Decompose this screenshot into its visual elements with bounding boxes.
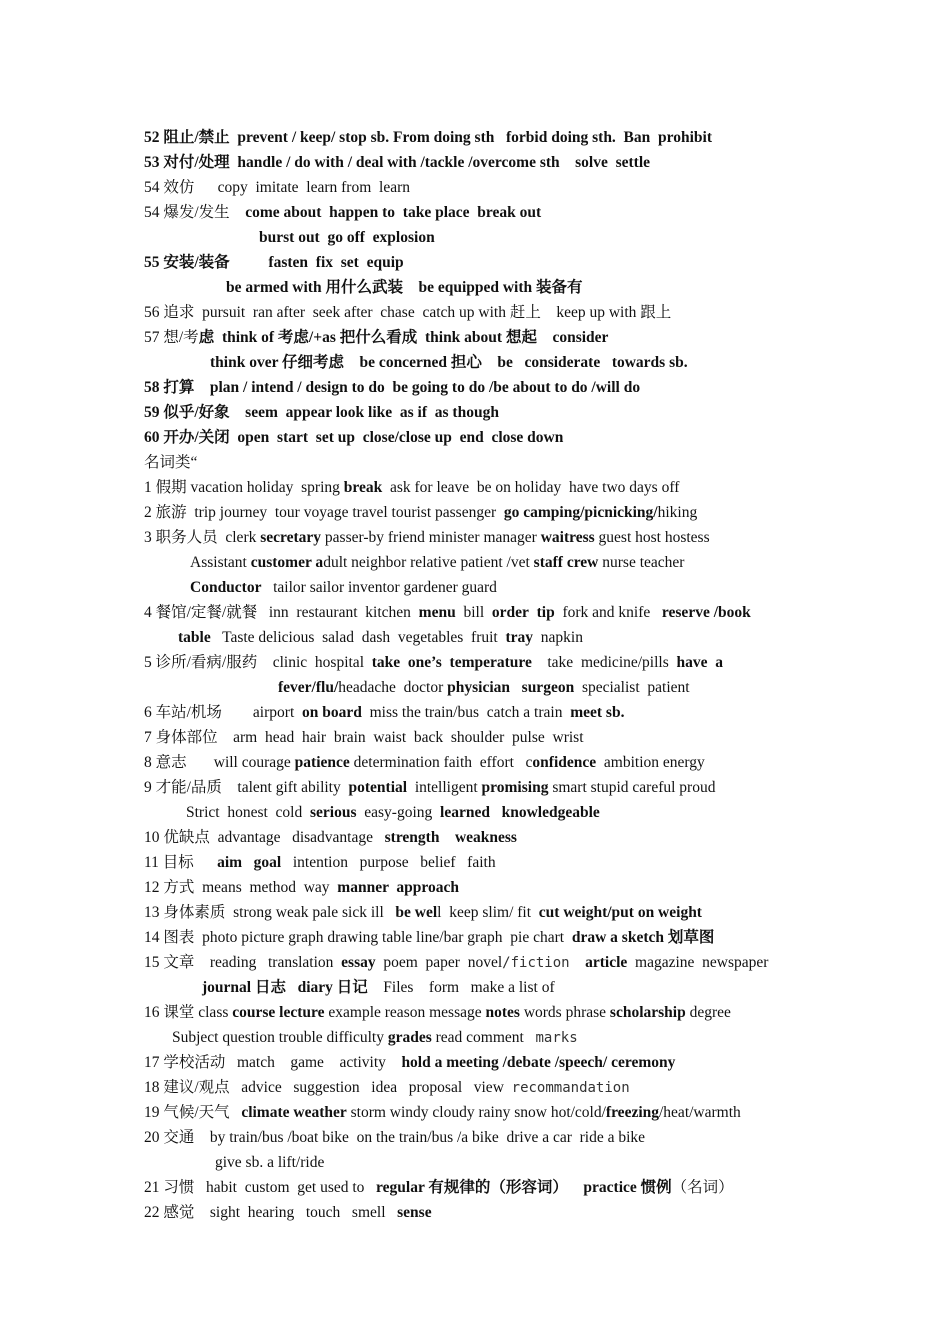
bold-text: learned [440, 804, 490, 821]
bold-text: order [491, 604, 529, 621]
bold-text: notes [485, 1004, 520, 1021]
plain-text: ask for leave be on holiday have two days off [382, 479, 680, 496]
text-line [144, 178, 410, 198]
text-line [186, 803, 600, 823]
bold-text: onfidence [532, 754, 597, 771]
text-line [278, 678, 690, 698]
text-line [144, 853, 496, 873]
mono-text: /fiction [502, 955, 570, 971]
plain-text: 19 气候/天气 [144, 1104, 242, 1121]
bold-text: strength weakness [384, 829, 517, 846]
text-line [144, 153, 650, 173]
text-line [144, 878, 459, 898]
plain-text: 11 目标 [144, 854, 218, 871]
plain-text: 3 职务人员 clerk [144, 529, 261, 546]
text-line [144, 653, 723, 673]
text-line [144, 453, 197, 473]
bold-text: 60 开办/关闭 open start set up close/close up end close down [144, 429, 564, 446]
plain-text: determination faith effort c [349, 754, 533, 771]
text-line [144, 403, 499, 423]
plain-text: 6 车站/机场 airport [144, 704, 302, 721]
bold-text: potential [348, 779, 408, 796]
plain-text: 名词类“ [144, 454, 198, 471]
bold-text: 59 似乎/好象 seem appear look like as if as though [144, 404, 499, 421]
plain-text: smart stupid careful proud [548, 779, 716, 796]
plain-text [570, 954, 586, 971]
plain-text: Assistant [190, 554, 251, 571]
plain-text: 12 方式 means method way [144, 879, 338, 896]
bold-text: grades [387, 1029, 432, 1046]
text-line [144, 328, 608, 348]
bold-text: manner approach [337, 879, 460, 896]
bold-text: 52 阻止/禁止 prevent / keep/ stop sb. From doing sth forbid doing sth. Ban prohibit [144, 129, 713, 146]
plain-text: Taste delicious salad dash vegetables fruit [210, 629, 506, 646]
bold-text: essay [341, 954, 376, 971]
plain-text: 56 追求 pursuit ran after seek after chase catch up with 赶上 keep up with 跟上 [144, 304, 672, 321]
plain-text: 17 学校活动 match game activity [144, 1054, 402, 1071]
bold-text: 53 对付/处理 handle / do with / deal with /tackle /overcome sth solve settle [144, 154, 651, 171]
plain-text: specialist patient [574, 679, 690, 696]
plain-text: passer-by friend minister manager [321, 529, 541, 546]
text-line [144, 928, 714, 948]
plain-text: degree [685, 1004, 731, 1021]
plain-text: Strict honest cold [186, 804, 310, 821]
plain-text: give sb. a lift/ride [215, 1154, 325, 1171]
plain-text: poem paper novel [375, 954, 503, 971]
text-line [144, 1128, 645, 1148]
plain-text: 18 建议/观点 advice suggestion idea proposal view [144, 1079, 512, 1096]
plain-text: magazine newspaper [627, 954, 769, 971]
plain-text: 13 身体素质 strong weak pale sick ill [144, 904, 396, 921]
bold-text: 55 安装/装备 fasten fix set equip [144, 254, 404, 271]
bold-text: have a [676, 654, 724, 671]
plain-text: easy-going [356, 804, 441, 821]
text-line [144, 428, 563, 448]
bold-text: secretary [260, 529, 322, 546]
text-line [144, 1203, 432, 1223]
plain-text: 20 交通 by train/bus /boat bike on the train/bus /a bike drive a car ride a bike [144, 1129, 646, 1146]
bold-text: patience [294, 754, 350, 771]
plain-text: guest host hostess [594, 529, 710, 546]
plain-text: hiking [657, 504, 698, 521]
plain-text: 9 才能/品质 talent gift ability [144, 779, 349, 796]
plain-text: l keep slim/ fit [437, 904, 539, 921]
plain-text: miss the train/bus catch a train [361, 704, 571, 721]
plain-text: 7 身体部位 arm head hair brain waist back shoulder pulse wrist [144, 729, 584, 746]
text-line [144, 1103, 741, 1123]
bold-text: 虑 think of 考虑/+as 把什么看成 think about 想起 consider [198, 329, 609, 346]
text-line [144, 128, 712, 148]
text-line [202, 978, 555, 998]
bold-text: take one’s temperature [371, 654, 532, 671]
bold-text: aim goal [217, 854, 282, 871]
text-line [144, 203, 541, 223]
plain-text [490, 804, 502, 821]
text-line [144, 703, 624, 723]
plain-text: 10 优缺点 advantage disadvantage [144, 829, 385, 846]
bold-text: break [343, 479, 383, 496]
plain-text: 15 文章 reading translation [144, 954, 342, 971]
text-line [210, 353, 688, 373]
plain-text: ambition energy [596, 754, 705, 771]
text-line [144, 378, 640, 398]
bold-text: tray [505, 629, 534, 646]
plain-text [510, 679, 522, 696]
plain-text: （名词） [671, 1179, 734, 1196]
plain-text: 4 餐馆/定餐/就餐 inn restaurant kitchen [144, 604, 419, 621]
bold-text: freezing [605, 1104, 659, 1121]
plain-text: 54 效仿 copy imitate learn from learn [144, 179, 411, 196]
text-line [144, 728, 584, 748]
text-line [172, 1028, 578, 1048]
plain-text: tailor sailor inventor gardener guard [261, 579, 497, 596]
bold-text: menu [418, 604, 456, 621]
mono-text: recommandation [511, 1080, 630, 1096]
bold-text: journal 日志 diary 日记 [202, 979, 368, 996]
plain-text: 16 课堂 class [144, 1004, 233, 1021]
bold-text: physician [447, 679, 511, 696]
bold-text: waitress [540, 529, 595, 546]
text-line [144, 253, 404, 273]
bold-text: be wel [395, 904, 438, 921]
bold-text: come about happen to take place break out [245, 204, 542, 221]
bold-text: sense [397, 1204, 432, 1221]
bold-text: 58 打算 plan / intend / design to do be going to do /be about to do /will do [144, 379, 641, 396]
text-line [144, 528, 710, 548]
plain-text: nurse teacher [598, 554, 685, 571]
plain-text: dult neighbor relative patient /vet [323, 554, 534, 571]
plain-text: /heat/warmth [659, 1104, 741, 1121]
text-line [144, 778, 715, 798]
plain-text: 1 假期 vacation holiday spring [144, 479, 344, 496]
bold-text: go camping/picnicking/ [503, 504, 658, 521]
plain-text: words phrase [519, 1004, 610, 1021]
mono-text: marks [535, 1030, 578, 1046]
bold-text: think over 仔细考虑 be concerned 担心 be considerate towards sb. [210, 354, 688, 371]
bold-text: knowledgeable [501, 804, 600, 821]
plain-text: napkin [533, 629, 583, 646]
plain-text: intelligent [407, 779, 482, 796]
bold-text: meet sb. [570, 704, 625, 721]
plain-text: 8 意志 will courage [144, 754, 295, 771]
bold-text: climate weather [241, 1104, 347, 1121]
plain-text: fork and knife [554, 604, 662, 621]
bold-text: serious [310, 804, 357, 821]
bold-text: Conductor [190, 579, 262, 596]
bold-text: staff crew [533, 554, 599, 571]
plain-text: Subject question trouble difficulty [172, 1029, 388, 1046]
bold-text: scholarship [609, 1004, 686, 1021]
text-line [144, 753, 705, 773]
bold-text: draw a sketch 划草图 [571, 929, 715, 946]
bold-text: be armed with 用什么武装 be equipped with 装备有 [226, 279, 583, 296]
bold-text: burst out go off explosion [259, 229, 435, 246]
bold-text: surgeon [521, 679, 575, 696]
bold-text: hold a meeting /debate /speech/ ceremony [401, 1054, 676, 1071]
text-line [144, 1078, 630, 1098]
text-line [144, 603, 751, 623]
bold-text: on board [302, 704, 362, 721]
plain-text: bill [455, 604, 492, 621]
text-line [215, 1153, 324, 1173]
bold-text: course lecture [232, 1004, 325, 1021]
text-line [144, 903, 702, 923]
text-line [144, 953, 768, 973]
bold-text: reserve /book [661, 604, 751, 621]
plain-text: read comment [431, 1029, 536, 1046]
plain-text: headache doctor [338, 679, 448, 696]
text-line [144, 503, 697, 523]
text-line [190, 578, 497, 598]
plain-text: 57 想/考 [144, 329, 199, 346]
bold-text: customer a [250, 554, 324, 571]
text-line [178, 628, 583, 648]
plain-text: 54 爆发/发生 [144, 204, 246, 221]
bold-text: promising [481, 779, 549, 796]
bold-text: article [585, 954, 628, 971]
text-line [144, 303, 671, 323]
text-line [144, 828, 517, 848]
plain-text: storm windy cloudy rainy snow hot/cold/ [346, 1104, 606, 1121]
plain-text: Files form make a list of [367, 979, 555, 996]
text-line [144, 1178, 734, 1198]
plain-text: 5 诊所/看病/服药 clinic hospital [144, 654, 372, 671]
bold-text: tip [536, 604, 555, 621]
text-line [226, 278, 583, 298]
plain-text: intention purpose belief faith [281, 854, 496, 871]
plain-text [529, 604, 537, 621]
text-line [259, 228, 435, 248]
text-line [144, 478, 679, 498]
plain-text: 22 感觉 sight hearing touch smell [144, 1204, 398, 1221]
text-line [190, 553, 684, 573]
bold-text: fever/flu/ [278, 679, 339, 696]
plain-text: 21 习惯 habit custom get used to [144, 1179, 377, 1196]
plain-text: take medicine/pills [531, 654, 677, 671]
bold-text: regular 有规律的（形容词） practice 惯例 [376, 1179, 672, 1196]
text-line [144, 1053, 675, 1073]
plain-text: 14 图表 photo picture graph drawing table line/bar graph pie chart [144, 929, 572, 946]
bold-text: cut weight/put on weight [538, 904, 702, 921]
plain-text: 2 旅游 trip journey tour voyage travel tourist passenger [144, 504, 504, 521]
text-line [144, 1003, 731, 1023]
bold-text: table [178, 629, 211, 646]
plain-text: example reason message [324, 1004, 486, 1021]
